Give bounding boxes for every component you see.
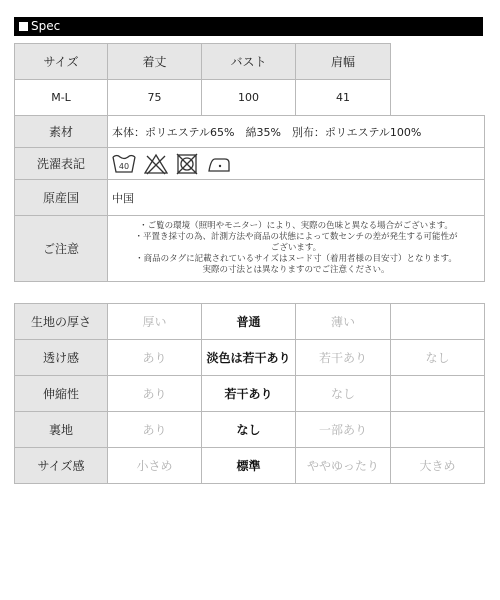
attr-option: 若干あり: [296, 340, 391, 376]
attr-option: なし: [296, 376, 391, 412]
attr-option: 一部あり: [296, 412, 391, 448]
shoulder-header: 肩幅: [296, 44, 391, 80]
no-bleach-icon: [144, 153, 168, 175]
attr-label: サイズ感: [15, 448, 108, 484]
notes-text: [108, 216, 485, 282]
material-label: 素材: [15, 116, 108, 148]
attribute-table: [14, 303, 485, 484]
attr-option: 薄い: [296, 304, 391, 340]
attr-row-thickness: [15, 304, 485, 340]
material-value: 本体：ポリエステル65% 綿35% 別布：ポリエステル100%: [108, 116, 485, 148]
wash-40-icon: [112, 153, 136, 175]
spec-header: [14, 17, 483, 36]
material-row: [15, 116, 485, 148]
attr-option: [391, 412, 485, 448]
attr-option: 小さめ: [108, 448, 202, 484]
origin-row: [15, 180, 485, 216]
notes-row: [15, 216, 485, 282]
attr-option: 普通: [202, 304, 296, 340]
attr-row-stretch: [15, 376, 485, 412]
note-line: ・ご覧の環境（照明やモニター）により、実際の色味と異なる場合がございます。: [139, 221, 453, 231]
square-icon: [19, 22, 28, 31]
length-header: 着丈: [108, 44, 202, 80]
attr-row-lining: [15, 412, 485, 448]
attr-option: 淡色は若干あり: [202, 340, 296, 376]
attr-option: あり: [108, 340, 202, 376]
attr-option: ややゆったり: [296, 448, 391, 484]
attr-option: 大きめ: [391, 448, 485, 484]
attr-label: 裏地: [15, 412, 108, 448]
attr-label: 伸縮性: [15, 376, 108, 412]
attr-option: [391, 376, 485, 412]
spec-title: Spec: [31, 19, 61, 33]
origin-label: 原産国: [15, 180, 108, 216]
attr-label: 透け感: [15, 340, 108, 376]
length-value: 75: [108, 80, 202, 116]
attr-option: [391, 304, 485, 340]
origin-value: 中国: [108, 180, 485, 216]
note-line: ・商品のタグに記載されているサイズはヌード寸（着用者様の目安寸）となります。: [135, 254, 457, 264]
care-row: [15, 148, 485, 180]
bust-header: バスト: [202, 44, 296, 80]
size-label: サイズ: [15, 44, 108, 80]
attr-option: あり: [108, 412, 202, 448]
attr-option: 若干あり: [202, 376, 296, 412]
note-line: ・平置き採寸の為、計測方法や商品の状態によって数センチの差が発生する可能性が: [134, 232, 458, 242]
shoulder-value: 41: [296, 80, 391, 116]
attr-option: なし: [202, 412, 296, 448]
notes-label: ご注意: [15, 216, 108, 282]
care-label: 洗濯表記: [15, 148, 108, 180]
attr-option: あり: [108, 376, 202, 412]
spec-table: [14, 43, 485, 282]
wash-temp: 40: [118, 161, 130, 171]
attr-row-sheerness: [15, 340, 485, 376]
size-header-row: [15, 44, 485, 80]
attr-row-fit: [15, 448, 485, 484]
size-row: [15, 80, 485, 116]
iron-low-icon: [206, 153, 232, 175]
size-value: M-L: [15, 80, 108, 116]
no-tumble-dry-icon: [176, 153, 198, 175]
attr-label: 生地の厚さ: [15, 304, 108, 340]
attr-option: 標準: [202, 448, 296, 484]
attr-option: 厚い: [108, 304, 202, 340]
bust-value: 100: [202, 80, 296, 116]
note-line: 実際の寸法とは異なりますのでご注意ください。: [202, 265, 390, 275]
attr-option: なし: [391, 340, 485, 376]
note-line: ございます。: [270, 243, 322, 253]
care-icons: [108, 148, 485, 180]
